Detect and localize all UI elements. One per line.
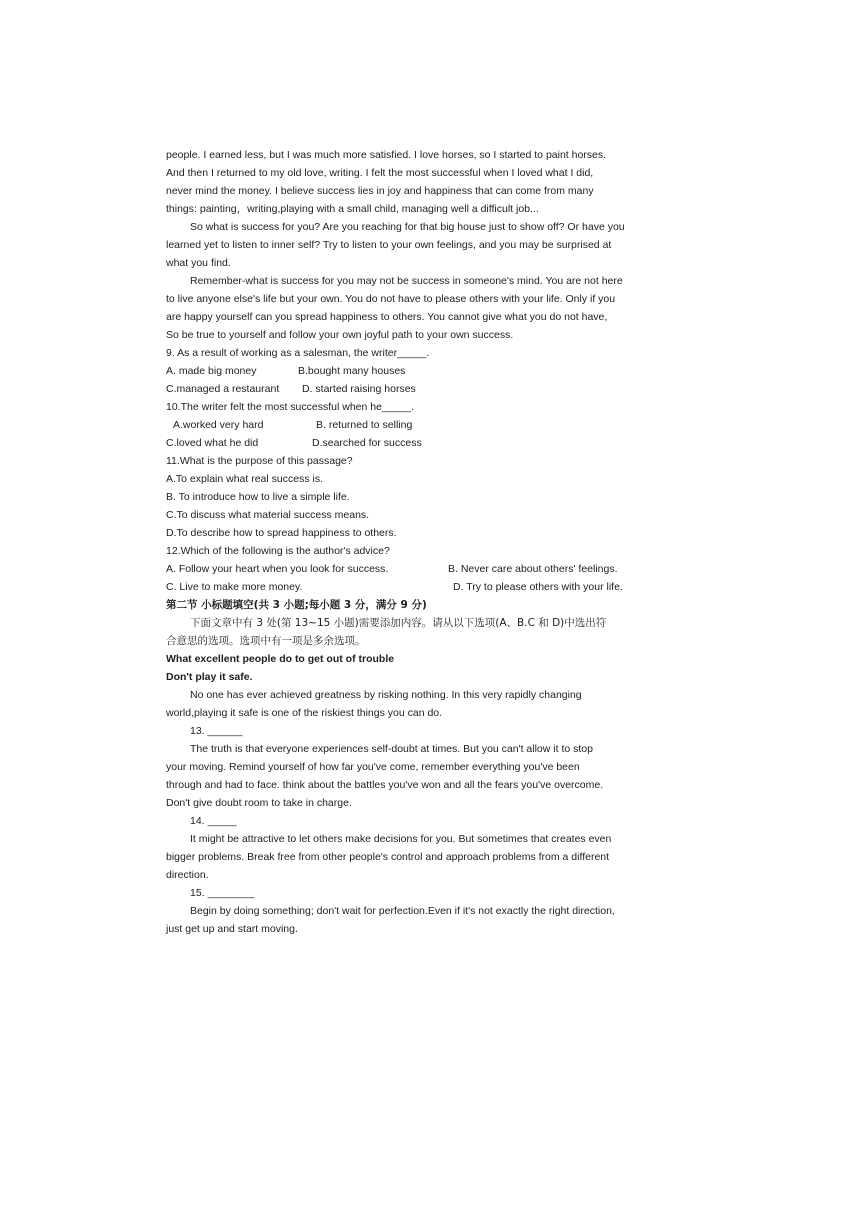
question-12-option-a: A. Follow your heart when you look for success.: [166, 563, 389, 575]
article-paragraph-line: bigger problems. Break free from other people's control and approach problems from a different: [166, 851, 610, 863]
section-instruction: 下面文章中有 3 处(第 13~15 小题)需要添加内容。请从以下选项(A、B.C 和 D)中选出符: [190, 617, 607, 629]
article-paragraph-line: just get up and start moving.: [166, 923, 298, 935]
question-11-option-c: C.To discuss what material success means.: [166, 509, 370, 521]
question-9-option-a: A. made big money: [166, 365, 257, 377]
passage-line: And then I returned to my old love, writing. I felt the most successful when I loved what I did,: [166, 167, 594, 179]
passage-line: things: painting，writing,playing with a small child, managing well a difficult job...: [166, 203, 539, 215]
blank-13: 13. ______: [190, 725, 243, 737]
passage-line: what you find.: [166, 257, 231, 269]
question-9-stem: 9. As a result of working as a salesman, the writer_____.: [166, 347, 430, 359]
question-9-option-b: B.bought many houses: [298, 365, 406, 377]
article-paragraph-line: through and had to face. think about the battles you've won and all the fears you've overcome.: [166, 779, 604, 791]
article-paragraph-line: your moving. Remind yourself of how far you've come, remember everything you've been: [166, 761, 580, 773]
question-10-stem: 10.The writer felt the most successful when he_____.: [166, 401, 415, 413]
passage-line: never mind the money. I believe success lies in joy and happiness that can come from many: [166, 185, 594, 197]
passage-line: to live anyone else's life but your own. You do not have to please others with your life. Only if you: [166, 293, 616, 305]
article-paragraph-line: direction.: [166, 869, 209, 881]
article-title: What excellent people do to get out of trouble: [166, 653, 395, 665]
question-9-option-c: C.managed a restaurant: [166, 383, 280, 395]
passage-line: So what is success for you? Are you reaching for that big house just to show off? Or have you: [190, 221, 625, 233]
question-10-option-c: C.loved what he did: [166, 437, 259, 449]
question-9-option-d: D. started raising horses: [302, 383, 416, 395]
passage-line: are happy yourself can you spread happiness to others. You cannot give what you do not have,: [166, 311, 608, 323]
passage-line: So be true to yourself and follow your own joyful path to your own success.: [166, 329, 514, 341]
article-paragraph-line: The truth is that everyone experiences self-doubt at times. But you can't allow it to stop: [190, 743, 593, 755]
passage-line: learned yet to listen to inner self? Try to listen to your own feelings, and you may be surprised at: [166, 239, 612, 251]
blank-15: 15. ________: [190, 887, 255, 899]
question-11-stem: 11.What is the purpose of this passage?: [166, 455, 353, 467]
question-11-option-a: A.To explain what real success is.: [166, 473, 323, 485]
question-10-option-d: D.searched for success: [312, 437, 422, 449]
section-instruction: 合意思的选项。选项中有一项是多余选项。: [166, 635, 366, 647]
article-paragraph-line: It might be attractive to let others make decisions for you. But sometimes that creates even: [190, 833, 612, 845]
blank-14: 14. _____: [190, 815, 237, 827]
section-heading: 第二节 小标题填空(共 3 小题;每小题 3 分，满分 9 分): [166, 599, 427, 611]
passage-line: Remember-what is success for you may not be success in someone's mind. You are not here: [190, 275, 623, 287]
article-paragraph-line: Begin by doing something; don't wait for perfection.Even if it's not exactly the right direction,: [190, 905, 615, 917]
question-11-option-b: B. To introduce how to live a simple life.: [166, 491, 350, 503]
question-12-option-c: C. Live to make more money.: [166, 581, 303, 593]
question-12-option-b: B. Never care about others' feelings.: [448, 563, 618, 575]
question-10-option-a: A.worked very hard: [173, 419, 264, 431]
question-12-option-d: D. Try to please others with your life.: [453, 581, 623, 593]
article-paragraph-line: Don't give doubt room to take in charge.: [166, 797, 352, 809]
article-subtitle: Don't play it safe.: [166, 671, 253, 683]
question-12-stem: 12.Which of the following is the author's advice?: [166, 545, 390, 557]
question-11-option-d: D.To describe how to spread happiness to others.: [166, 527, 397, 539]
question-10-option-b: B. returned to selling: [316, 419, 413, 431]
article-paragraph-line: world,playing it safe is one of the riskiest things you can do.: [166, 707, 443, 719]
passage-line: people. I earned less, but I was much more satisfied. I love horses, so I started to paint horses.: [166, 149, 607, 161]
article-paragraph-line: No one has ever achieved greatness by risking nothing. In this very rapidly changing: [190, 689, 582, 701]
